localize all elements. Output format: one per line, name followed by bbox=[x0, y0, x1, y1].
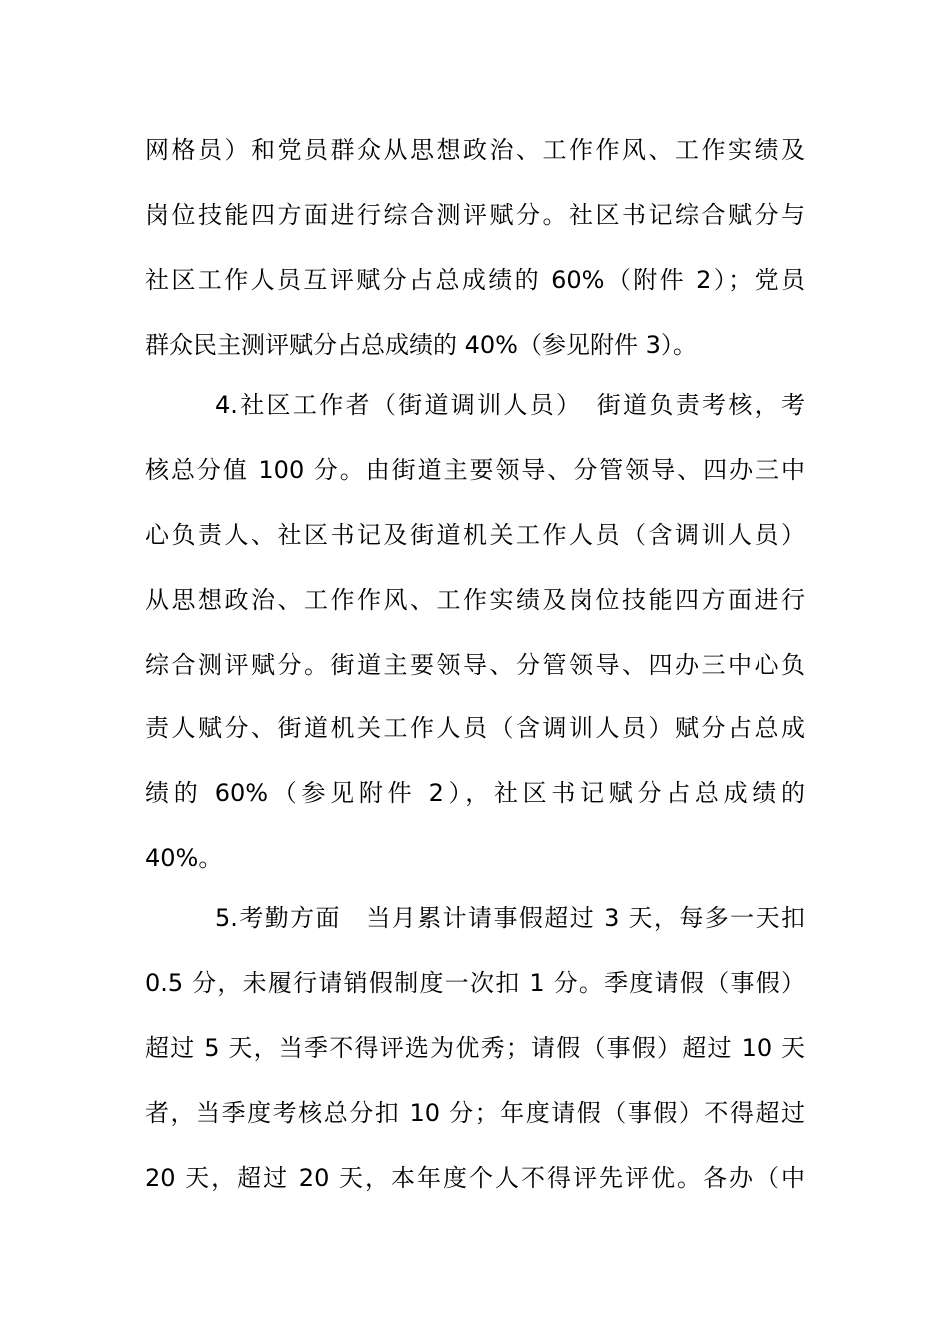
text-line: 40%。 bbox=[145, 844, 223, 872]
text-line: 核总分值 100 分。由街道主要领导、分管领导、四办三中 bbox=[145, 456, 805, 484]
text-line: 群众民主测评赋分占总成绩的 40%（参见附件 3）。 bbox=[145, 331, 697, 359]
text-line: 心负责人、社区书记及街道机关工作人员（含调训人员） bbox=[145, 521, 805, 549]
text-line: 者，当季度考核总分扣 10 分；年度请假（事假）不得超过 bbox=[145, 1099, 805, 1127]
paragraph-heading-line: 4.社区工作者（街道调训人员） 街道负责考核，考 bbox=[215, 391, 805, 419]
text-line: 岗位技能四方面进行综合测评赋分。社区书记综合赋分与 bbox=[145, 201, 805, 229]
text-line: 综合测评赋分。街道主要领导、分管领导、四办三中心负 bbox=[145, 651, 805, 679]
text-line: 超过 5 天，当季不得评选为优秀；请假（事假）超过 10 天 bbox=[145, 1034, 805, 1062]
text-line: 0.5 分，未履行请销假制度一次扣 1 分。季度请假（事假） bbox=[145, 969, 805, 997]
text-line: 20 天，超过 20 天，本年度个人不得评先评优。各办（中 bbox=[145, 1164, 805, 1192]
text-line: 绩的 60%（参见附件 2），社区书记赋分占总成绩的 bbox=[145, 779, 805, 807]
text-line: 责人赋分、街道机关工作人员（含调训人员）赋分占总成 bbox=[145, 714, 805, 742]
text-line: 社区工作人员互评赋分占总成绩的 60%（附件 2）；党员 bbox=[145, 266, 805, 294]
text-line: 网格员）和党员群众从思想政治、工作作风、工作实绩及 bbox=[145, 136, 805, 164]
paragraph-heading-line: 5.考勤方面 当月累计请事假超过 3 天，每多一天扣 bbox=[215, 904, 805, 932]
text-line: 从思想政治、工作作风、工作实绩及岗位技能四方面进行 bbox=[145, 586, 805, 614]
